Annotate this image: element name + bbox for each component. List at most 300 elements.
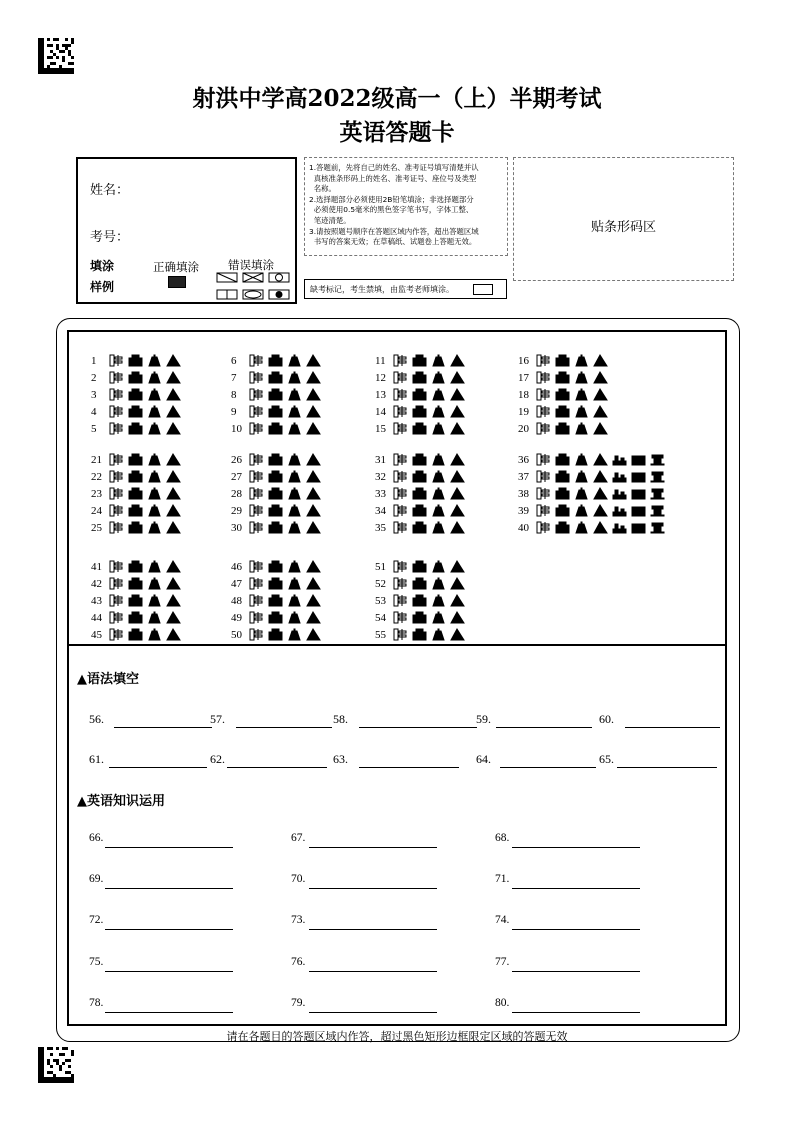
- cloze-answer-line[interactable]: [309, 874, 437, 889]
- mc-option-a-bubble[interactable]: [109, 388, 124, 401]
- mc-option-d-bubble[interactable]: [306, 487, 321, 500]
- mc-option-a-bubble[interactable]: [109, 577, 124, 590]
- mc-option-b-bubble[interactable]: [412, 577, 427, 590]
- mc-option-c-bubble[interactable]: [287, 422, 302, 435]
- mc-option-d-bubble[interactable]: [166, 594, 181, 607]
- cloze-blank-number: 73.: [291, 914, 306, 926]
- mc-question-49: [231, 609, 325, 626]
- mc-option-b-bubble[interactable]: [412, 388, 427, 401]
- mc-option-b-bubble[interactable]: [268, 422, 283, 435]
- mc-option-c-bubble[interactable]: [574, 521, 589, 534]
- mc-option-c-bubble[interactable]: [287, 453, 302, 466]
- mc-option-a-bubble[interactable]: [393, 504, 408, 517]
- mc-option-c-bubble[interactable]: [431, 487, 446, 500]
- mc-option-c-bubble[interactable]: [287, 611, 302, 624]
- mc-option-d-bubble[interactable]: [306, 628, 321, 641]
- mc-question-50: [231, 626, 325, 643]
- mc-option-c-bubble[interactable]: [431, 354, 446, 367]
- mc-option-c-bubble[interactable]: [147, 521, 162, 534]
- mc-option-d-bubble[interactable]: [166, 504, 181, 517]
- mc-option-b-bubble[interactable]: [268, 611, 283, 624]
- mc-option-c-bubble[interactable]: [431, 371, 446, 384]
- mc-option-a-bubble[interactable]: [249, 470, 264, 483]
- mc-option-g-bubble[interactable]: [650, 470, 665, 483]
- mc-option-c-bubble[interactable]: [431, 560, 446, 573]
- mc-option-b-bubble[interactable]: [555, 405, 570, 418]
- mc-option-a-bubble[interactable]: [393, 594, 408, 607]
- mc-option-f-bubble[interactable]: [631, 487, 646, 500]
- mc-option-e-bubble[interactable]: [612, 487, 627, 500]
- mc-option-f-bubble[interactable]: [631, 504, 646, 517]
- mc-question-10: [231, 420, 325, 437]
- cloze-answer-line[interactable]: [309, 833, 437, 848]
- mc-option-b-bubble[interactable]: [268, 628, 283, 641]
- mc-option-d-bubble[interactable]: [450, 611, 465, 624]
- mc-option-a-bubble[interactable]: [393, 611, 408, 624]
- mc-option-d-bubble[interactable]: [593, 354, 608, 367]
- mc-question-22: [91, 468, 185, 485]
- mc-option-b-bubble[interactable]: [268, 560, 283, 573]
- mc-option-e-bubble[interactable]: [612, 453, 627, 466]
- mc-option-b-bubble[interactable]: [128, 504, 143, 517]
- mc-option-c-bubble[interactable]: [147, 371, 162, 384]
- mc-option-c-bubble[interactable]: [574, 453, 589, 466]
- instruction-line: 必须使用0.5毫米的黑色签字笔书写，字体工整、: [309, 205, 474, 215]
- mc-question-55: [375, 626, 469, 643]
- mc-option-c-bubble[interactable]: [147, 628, 162, 641]
- mc-option-a-bubble[interactable]: [249, 405, 264, 418]
- grammar-blank-number: 61.: [89, 752, 104, 766]
- mc-question-number: 13: [375, 388, 386, 401]
- mc-question-38: [518, 485, 669, 502]
- mc-option-d-bubble[interactable]: [450, 453, 465, 466]
- mc-option-a-bubble[interactable]: [536, 422, 551, 435]
- mc-question-number: 10: [231, 422, 242, 435]
- cloze-answer-line[interactable]: [512, 874, 640, 889]
- absent-mark-checkbox[interactable]: [473, 284, 493, 295]
- mc-option-d-bubble[interactable]: [306, 521, 321, 534]
- mc-option-c-bubble[interactable]: [147, 453, 162, 466]
- mc-option-c-bubble[interactable]: [287, 354, 302, 367]
- mc-option-a-bubble[interactable]: [536, 487, 551, 500]
- mc-option-g-bubble[interactable]: [650, 487, 665, 500]
- mc-option-a-bubble[interactable]: [109, 611, 124, 624]
- mc-option-b-bubble[interactable]: [412, 354, 427, 367]
- mc-option-b-bubble[interactable]: [268, 453, 283, 466]
- mc-option-b-bubble[interactable]: [128, 354, 143, 367]
- mc-option-a-bubble[interactable]: [109, 487, 124, 500]
- mc-question-number: 48: [231, 594, 242, 607]
- mc-option-b-bubble[interactable]: [268, 577, 283, 590]
- mc-option-e-bubble[interactable]: [612, 504, 627, 517]
- mc-option-c-bubble[interactable]: [574, 405, 589, 418]
- mc-option-d-bubble[interactable]: [450, 628, 465, 641]
- mc-option-d-bubble[interactable]: [450, 470, 465, 483]
- mc-option-b-bubble[interactable]: [128, 611, 143, 624]
- mc-option-e-bubble[interactable]: [612, 521, 627, 534]
- mc-option-a-bubble[interactable]: [536, 504, 551, 517]
- mc-option-a-bubble[interactable]: [109, 354, 124, 367]
- mc-question-52: [375, 575, 469, 592]
- mc-option-b-bubble[interactable]: [555, 422, 570, 435]
- mc-option-a-bubble[interactable]: [536, 388, 551, 401]
- mc-option-d-bubble[interactable]: [450, 487, 465, 500]
- mc-option-g-bubble[interactable]: [650, 453, 665, 466]
- mc-option-d-bubble[interactable]: [166, 422, 181, 435]
- mc-option-d-bubble[interactable]: [593, 422, 608, 435]
- mc-option-d-bubble[interactable]: [306, 504, 321, 517]
- cloze-answer-line[interactable]: [105, 915, 233, 930]
- mc-option-d-bubble[interactable]: [593, 521, 608, 534]
- mc-question-number: 43: [91, 594, 102, 607]
- mc-option-d-bubble[interactable]: [306, 577, 321, 590]
- mc-option-a-bubble[interactable]: [249, 487, 264, 500]
- mc-option-d-bubble[interactable]: [306, 422, 321, 435]
- mc-option-f-bubble[interactable]: [631, 470, 646, 483]
- cloze-answer-line[interactable]: [309, 998, 437, 1013]
- mc-option-d-bubble[interactable]: [450, 388, 465, 401]
- mc-option-d-bubble[interactable]: [450, 504, 465, 517]
- mc-option-a-bubble[interactable]: [249, 354, 264, 367]
- mc-option-a-bubble[interactable]: [249, 422, 264, 435]
- mc-option-c-bubble[interactable]: [431, 611, 446, 624]
- mc-option-b-bubble[interactable]: [555, 504, 570, 517]
- mc-option-d-bubble[interactable]: [450, 594, 465, 607]
- cloze-answer-line[interactable]: [105, 998, 233, 1013]
- mc-option-c-bubble[interactable]: [574, 388, 589, 401]
- cloze-answer-line[interactable]: [309, 915, 437, 930]
- mc-option-c-bubble[interactable]: [574, 487, 589, 500]
- mc-option-b-bubble[interactable]: [268, 371, 283, 384]
- cloze-answer-line[interactable]: [512, 957, 640, 972]
- mc-question-number: 40: [518, 521, 529, 534]
- mc-option-d-bubble[interactable]: [166, 577, 181, 590]
- cloze-answer-line[interactable]: [512, 998, 640, 1013]
- mc-option-b-bubble[interactable]: [555, 388, 570, 401]
- mc-option-b-bubble[interactable]: [128, 453, 143, 466]
- mc-option-d-bubble[interactable]: [166, 388, 181, 401]
- mc-option-a-bubble[interactable]: [249, 504, 264, 517]
- mc-option-a-bubble[interactable]: [393, 405, 408, 418]
- mc-option-c-bubble[interactable]: [147, 594, 162, 607]
- mc-option-c-bubble[interactable]: [287, 628, 302, 641]
- mc-option-c-bubble[interactable]: [287, 521, 302, 534]
- mc-option-a-bubble[interactable]: [109, 628, 124, 641]
- mc-question-number: 27: [231, 470, 242, 483]
- mc-question-number: 34: [375, 504, 386, 517]
- mc-option-a-bubble[interactable]: [536, 453, 551, 466]
- mc-option-d-bubble[interactable]: [450, 577, 465, 590]
- mc-option-d-bubble[interactable]: [450, 405, 465, 418]
- mc-option-d-bubble[interactable]: [166, 470, 181, 483]
- mc-option-b-bubble[interactable]: [128, 521, 143, 534]
- mc-option-c-bubble[interactable]: [431, 504, 446, 517]
- mc-option-c-bubble[interactable]: [431, 521, 446, 534]
- mc-question-20: [518, 420, 612, 437]
- mc-option-d-bubble[interactable]: [166, 354, 181, 367]
- mc-option-c-bubble[interactable]: [147, 560, 162, 573]
- mc-question-19: [518, 403, 612, 420]
- mc-question-53: [375, 592, 469, 609]
- mc-option-b-bubble[interactable]: [268, 354, 283, 367]
- mc-option-a-bubble[interactable]: [109, 504, 124, 517]
- mc-option-b-bubble[interactable]: [555, 470, 570, 483]
- mc-option-b-bubble[interactable]: [555, 521, 570, 534]
- mc-option-c-bubble[interactable]: [287, 487, 302, 500]
- mc-option-d-bubble[interactable]: [450, 521, 465, 534]
- mc-option-c-bubble[interactable]: [431, 628, 446, 641]
- cloze-answer-line[interactable]: [105, 874, 233, 889]
- mc-option-b-bubble[interactable]: [555, 354, 570, 367]
- mc-option-b-bubble[interactable]: [412, 487, 427, 500]
- mc-option-a-bubble[interactable]: [393, 371, 408, 384]
- mc-option-b-bubble[interactable]: [128, 628, 143, 641]
- mc-option-a-bubble[interactable]: [109, 405, 124, 418]
- mc-option-c-bubble[interactable]: [287, 560, 302, 573]
- mc-option-c-bubble[interactable]: [147, 388, 162, 401]
- mc-option-b-bubble[interactable]: [412, 470, 427, 483]
- cloze-blank-number: 74.: [495, 914, 510, 926]
- mc-question-32: [375, 468, 469, 485]
- mc-option-a-bubble[interactable]: [249, 560, 264, 573]
- mc-option-c-bubble[interactable]: [147, 422, 162, 435]
- mc-option-d-bubble[interactable]: [593, 470, 608, 483]
- mc-option-a-bubble[interactable]: [249, 521, 264, 534]
- mc-option-d-bubble[interactable]: [166, 628, 181, 641]
- mc-option-d-bubble[interactable]: [593, 504, 608, 517]
- absent-note: 缺考标记，考生禁填，由监考老师填涂。: [310, 285, 454, 294]
- mc-option-b-bubble[interactable]: [128, 422, 143, 435]
- mc-option-a-bubble[interactable]: [393, 521, 408, 534]
- mc-option-c-bubble[interactable]: [147, 487, 162, 500]
- mc-option-d-bubble[interactable]: [166, 521, 181, 534]
- mc-option-a-bubble[interactable]: [393, 470, 408, 483]
- mc-option-d-bubble[interactable]: [593, 405, 608, 418]
- mc-option-b-bubble[interactable]: [128, 487, 143, 500]
- fill-sample-label-2: 样例: [90, 280, 115, 294]
- mc-option-d-bubble[interactable]: [166, 560, 181, 573]
- mc-question-42: [91, 575, 185, 592]
- mc-option-c-bubble[interactable]: [147, 577, 162, 590]
- mc-answer-area: [67, 330, 727, 646]
- mc-option-b-bubble[interactable]: [412, 560, 427, 573]
- mc-option-b-bubble[interactable]: [555, 487, 570, 500]
- mc-option-c-bubble[interactable]: [431, 422, 446, 435]
- mc-question-number: 23: [91, 487, 102, 500]
- mc-option-b-bubble[interactable]: [128, 594, 143, 607]
- mc-question-number: 45: [91, 628, 102, 641]
- mc-option-b-bubble[interactable]: [268, 487, 283, 500]
- mc-option-c-bubble[interactable]: [147, 354, 162, 367]
- mc-option-b-bubble[interactable]: [128, 388, 143, 401]
- mc-option-d-bubble[interactable]: [450, 371, 465, 384]
- mc-option-b-bubble[interactable]: [555, 453, 570, 466]
- mc-option-f-bubble[interactable]: [631, 453, 646, 466]
- mc-option-c-bubble[interactable]: [287, 371, 302, 384]
- mc-question-47: [231, 575, 325, 592]
- mc-option-d-bubble[interactable]: [593, 371, 608, 384]
- mc-option-a-bubble[interactable]: [393, 487, 408, 500]
- mc-option-d-bubble[interactable]: [306, 470, 321, 483]
- mc-question-4: [91, 403, 185, 420]
- mc-option-c-bubble[interactable]: [147, 470, 162, 483]
- mc-option-a-bubble[interactable]: [536, 354, 551, 367]
- mc-question-number: 17: [518, 371, 529, 384]
- mc-option-c-bubble[interactable]: [147, 611, 162, 624]
- mc-question-number: 20: [518, 422, 529, 435]
- mc-option-d-bubble[interactable]: [306, 560, 321, 573]
- mc-option-c-bubble[interactable]: [287, 388, 302, 401]
- mc-option-d-bubble[interactable]: [593, 388, 608, 401]
- mc-option-a-bubble[interactable]: [393, 422, 408, 435]
- mc-option-d-bubble[interactable]: [166, 487, 181, 500]
- mc-option-c-bubble[interactable]: [431, 388, 446, 401]
- mc-option-a-bubble[interactable]: [249, 628, 264, 641]
- mc-question-number: 52: [375, 577, 386, 590]
- mc-option-a-bubble[interactable]: [393, 577, 408, 590]
- mc-option-a-bubble[interactable]: [109, 453, 124, 466]
- mc-option-b-bubble[interactable]: [268, 388, 283, 401]
- mc-option-a-bubble[interactable]: [109, 371, 124, 384]
- mc-question-number: 12: [375, 371, 386, 384]
- mc-option-d-bubble[interactable]: [306, 405, 321, 418]
- mc-option-a-bubble[interactable]: [109, 521, 124, 534]
- mc-option-b-bubble[interactable]: [128, 405, 143, 418]
- mc-option-a-bubble[interactable]: [393, 354, 408, 367]
- mc-option-a-bubble[interactable]: [249, 594, 264, 607]
- mc-option-g-bubble[interactable]: [650, 504, 665, 517]
- mc-option-c-bubble[interactable]: [574, 470, 589, 483]
- mc-option-a-bubble[interactable]: [249, 611, 264, 624]
- cloze-answer-line[interactable]: [512, 833, 640, 848]
- mc-option-c-bubble[interactable]: [431, 594, 446, 607]
- mc-option-a-bubble[interactable]: [249, 577, 264, 590]
- mc-question-14: [375, 403, 469, 420]
- mc-option-d-bubble[interactable]: [306, 354, 321, 367]
- mc-option-c-bubble[interactable]: [574, 504, 589, 517]
- mc-option-b-bubble[interactable]: [268, 405, 283, 418]
- mc-option-c-bubble[interactable]: [287, 504, 302, 517]
- mc-option-a-bubble[interactable]: [393, 628, 408, 641]
- mc-option-b-bubble[interactable]: [128, 371, 143, 384]
- mc-option-b-bubble[interactable]: [412, 504, 427, 517]
- cloze-blank-number: 68.: [495, 832, 510, 844]
- mc-option-b-bubble[interactable]: [412, 405, 427, 418]
- mc-option-g-bubble[interactable]: [650, 521, 665, 534]
- mc-option-b-bubble[interactable]: [412, 611, 427, 624]
- cloze-answer-line[interactable]: [512, 915, 640, 930]
- mc-question-26: [231, 451, 325, 468]
- mc-option-a-bubble[interactable]: [393, 388, 408, 401]
- card-title: 英语答题卡: [339, 119, 455, 146]
- mc-question-number: 29: [231, 504, 242, 517]
- id-label: 考号：: [90, 230, 130, 245]
- mc-option-c-bubble[interactable]: [431, 405, 446, 418]
- mc-option-d-bubble[interactable]: [166, 453, 181, 466]
- mc-option-f-bubble[interactable]: [631, 521, 646, 534]
- mc-option-c-bubble[interactable]: [287, 470, 302, 483]
- mc-option-c-bubble[interactable]: [431, 577, 446, 590]
- mc-option-b-bubble[interactable]: [412, 453, 427, 466]
- mc-option-a-bubble[interactable]: [109, 594, 124, 607]
- mc-option-d-bubble[interactable]: [450, 422, 465, 435]
- mc-option-a-bubble[interactable]: [393, 560, 408, 573]
- mc-option-b-bubble[interactable]: [268, 521, 283, 534]
- mc-option-d-bubble[interactable]: [306, 611, 321, 624]
- cloze-answer-line[interactable]: [105, 957, 233, 972]
- mc-option-b-bubble[interactable]: [412, 422, 427, 435]
- mc-option-b-bubble[interactable]: [412, 371, 427, 384]
- cloze-blank-number: 67.: [291, 832, 306, 844]
- mc-option-d-bubble[interactable]: [306, 594, 321, 607]
- mc-option-d-bubble[interactable]: [593, 487, 608, 500]
- mc-option-d-bubble[interactable]: [166, 611, 181, 624]
- written-answer-area: [67, 644, 727, 1026]
- mc-option-b-bubble[interactable]: [412, 594, 427, 607]
- mc-option-d-bubble[interactable]: [450, 354, 465, 367]
- instruction-line: 1.答题前，先将自己的姓名、准考证号填写清楚并认: [309, 163, 479, 172]
- mc-option-c-bubble[interactable]: [147, 405, 162, 418]
- mc-option-a-bubble[interactable]: [249, 388, 264, 401]
- mc-option-c-bubble[interactable]: [287, 594, 302, 607]
- mc-option-d-bubble[interactable]: [166, 371, 181, 384]
- mc-option-d-bubble[interactable]: [593, 453, 608, 466]
- bottom-qr-code: [38, 1047, 74, 1083]
- mc-option-c-bubble[interactable]: [147, 504, 162, 517]
- mc-option-d-bubble[interactable]: [166, 405, 181, 418]
- mc-option-a-bubble[interactable]: [109, 422, 124, 435]
- mc-option-c-bubble[interactable]: [431, 453, 446, 466]
- mc-question-1: [91, 352, 185, 369]
- mc-option-a-bubble[interactable]: [109, 470, 124, 483]
- mc-option-a-bubble[interactable]: [109, 560, 124, 573]
- mc-option-d-bubble[interactable]: [306, 388, 321, 401]
- mc-option-a-bubble[interactable]: [249, 453, 264, 466]
- mc-question-12: [375, 369, 469, 386]
- mc-option-c-bubble[interactable]: [431, 470, 446, 483]
- mc-option-b-bubble[interactable]: [555, 371, 570, 384]
- mc-option-c-bubble[interactable]: [574, 354, 589, 367]
- mc-option-c-bubble[interactable]: [574, 371, 589, 384]
- mc-option-d-bubble[interactable]: [450, 560, 465, 573]
- mc-option-e-bubble[interactable]: [612, 470, 627, 483]
- mc-option-a-bubble[interactable]: [536, 470, 551, 483]
- fill-sample-label-1: 填涂: [90, 259, 115, 273]
- mc-option-b-bubble[interactable]: [128, 560, 143, 573]
- mc-option-a-bubble[interactable]: [249, 371, 264, 384]
- cloze-answer-line[interactable]: [105, 833, 233, 848]
- mc-option-b-bubble[interactable]: [412, 628, 427, 641]
- mc-option-c-bubble[interactable]: [574, 422, 589, 435]
- mc-option-d-bubble[interactable]: [306, 371, 321, 384]
- instruction-line: 3.请按照题号顺序在答题区域内作答，超出答题区域: [309, 226, 479, 236]
- mc-option-b-bubble[interactable]: [268, 594, 283, 607]
- mc-option-b-bubble[interactable]: [268, 504, 283, 517]
- cloze-blank-number: 77.: [495, 956, 510, 968]
- mc-option-a-bubble[interactable]: [393, 453, 408, 466]
- mc-option-a-bubble[interactable]: [536, 371, 551, 384]
- mc-option-c-bubble[interactable]: [287, 405, 302, 418]
- mc-option-a-bubble[interactable]: [536, 405, 551, 418]
- mc-option-b-bubble[interactable]: [412, 521, 427, 534]
- mc-option-b-bubble[interactable]: [268, 470, 283, 483]
- mc-option-c-bubble[interactable]: [287, 577, 302, 590]
- mc-option-b-bubble[interactable]: [128, 577, 143, 590]
- mc-option-b-bubble[interactable]: [128, 470, 143, 483]
- cloze-answer-line[interactable]: [309, 957, 437, 972]
- mc-option-d-bubble[interactable]: [306, 453, 321, 466]
- mc-option-a-bubble[interactable]: [536, 521, 551, 534]
